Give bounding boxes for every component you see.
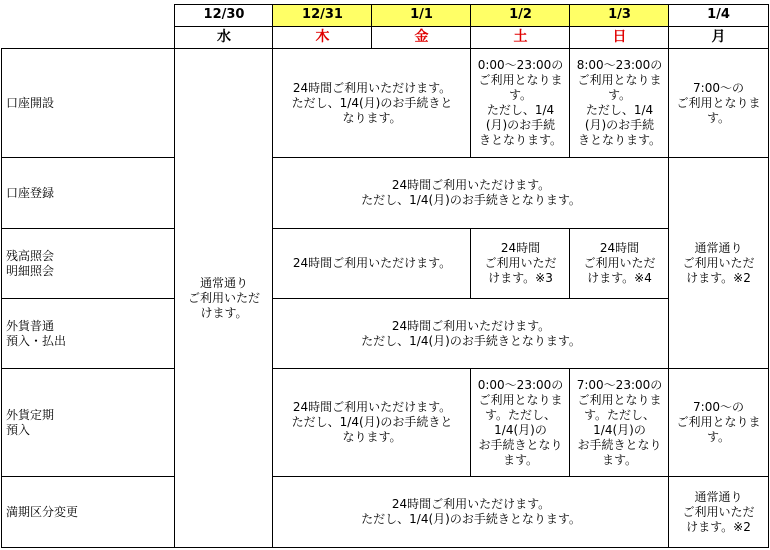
- cell-teiki-0102: 0:00～23:00の ご利用となりま す。ただし、 1/4(月)の お手続きとなり ます。: [477, 377, 564, 467]
- grid-line: [175, 26, 769, 27]
- weekday-header-sun: 日: [612, 29, 627, 45]
- grid-line: [174, 4, 175, 548]
- grid-line: [273, 157, 769, 158]
- grid-line: [569, 4, 570, 49]
- weekday-header-fri: 金: [414, 29, 429, 45]
- grid-line: [175, 4, 769, 5]
- weekday-header-thu: 木: [315, 29, 330, 45]
- row-label-koza-toroku: 口座登録: [6, 185, 55, 200]
- date-header-1230: 12/30: [203, 7, 245, 22]
- cell-kaisetsu-0104: 7:00～の ご利用となりま す。: [676, 80, 761, 125]
- cell-manki-0104: 通常通り ご利用いただ けます。※2: [682, 489, 755, 534]
- grid-line: [768, 4, 769, 548]
- grid-line: [470, 4, 471, 49]
- row-label-koza-kaisetsu: 口座開設: [6, 95, 55, 110]
- date-header-1231: 12/31: [302, 7, 343, 22]
- grid-line: [273, 368, 769, 369]
- grid-line: [1, 547, 769, 548]
- cell-toroku-holidays: 24時間ご利用いただけます。 ただし、1/4(月)のお手続きとなります。: [361, 178, 581, 207]
- grid-line: [1, 157, 175, 158]
- cell-0104-toroku-to-futsu: 通常通り ご利用いただ けます。※2: [682, 240, 755, 285]
- grid-line: [273, 298, 669, 299]
- cell-manki-holidays: 24時間ご利用いただけます。 ただし、1/4(月)のお手続きとなります。: [361, 497, 581, 526]
- row-label-gaika-teiki: 外貨定期 預入: [6, 407, 55, 437]
- date-header-0104: 1/4: [707, 7, 730, 22]
- grid-line: [569, 368, 570, 477]
- grid-line: [1, 476, 175, 477]
- grid-line: [273, 228, 669, 229]
- grid-line: [272, 4, 273, 548]
- grid-line: [668, 4, 669, 548]
- grid-line: [569, 48, 570, 158]
- grid-line: [1, 228, 175, 229]
- date-header-0103: 1/3: [608, 7, 631, 22]
- row-label-manki-henko: 満期区分変更: [6, 504, 79, 519]
- grid-line: [1, 368, 175, 369]
- cell-zandaka-0103: 24時間 ご利用いただ けます。※4: [583, 241, 656, 285]
- weekday-header-mon: 月: [711, 29, 726, 45]
- cell-kaisetsu-1231-0101: 24時間ご利用いただけます。 ただし、1/4(月)のお手続きと なります。: [291, 80, 453, 125]
- grid-line: [371, 4, 372, 49]
- cell-teiki-0103: 7:00～23:00の ご利用となりま す。ただし、 1/4(月)の お手続きとなり ます。: [576, 377, 663, 467]
- grid-line: [1, 48, 2, 548]
- grid-line: [470, 368, 471, 477]
- cell-kaisetsu-0103: 8:00～23:00の ご利用となりま す。 ただし、1/4 (月)のお手続 きとなります。: [576, 58, 663, 147]
- date-header-0101: 1/1: [410, 7, 433, 22]
- grid-line: [1, 298, 175, 299]
- grid-line: [470, 228, 471, 299]
- row-label-gaika-futsu: 外貨普通 預入・払出: [6, 318, 67, 348]
- grid-line: [569, 228, 570, 299]
- date-header-0102: 1/2: [509, 7, 532, 22]
- grid-line: [273, 476, 769, 477]
- row-label-zandaka-shokai: 残高照会 明細照会: [6, 248, 55, 278]
- cell-teiki-0104: 7:00～の ご利用となりま す。: [676, 400, 761, 444]
- cell-zandaka-0102: 24時間 ご利用いただ けます。※3: [484, 241, 557, 285]
- cell-futsu-holidays: 24時間ご利用いただけます。 ただし、1/4(月)のお手続きとなります。: [361, 318, 581, 348]
- grid-line: [470, 48, 471, 158]
- weekday-header-wed: 水: [217, 29, 231, 45]
- grid-line: [1, 48, 769, 49]
- cell-teiki-1231-0101: 24時間ご利用いただけます。 ただし、1/4(月)のお手続きと なります。: [291, 400, 453, 444]
- cell-zandaka-1231-0101: 24時間ご利用いただけます。: [292, 256, 452, 270]
- cell-kaisetsu-0102: 0:00～23:00の ご利用となりま す。 ただし、1/4 (月)のお手続 きとなります。: [477, 58, 564, 147]
- weekday-header-sat: 土: [513, 29, 528, 45]
- cell-1230-all-normal: 通常通り ご利用いただ けます。: [187, 275, 260, 320]
